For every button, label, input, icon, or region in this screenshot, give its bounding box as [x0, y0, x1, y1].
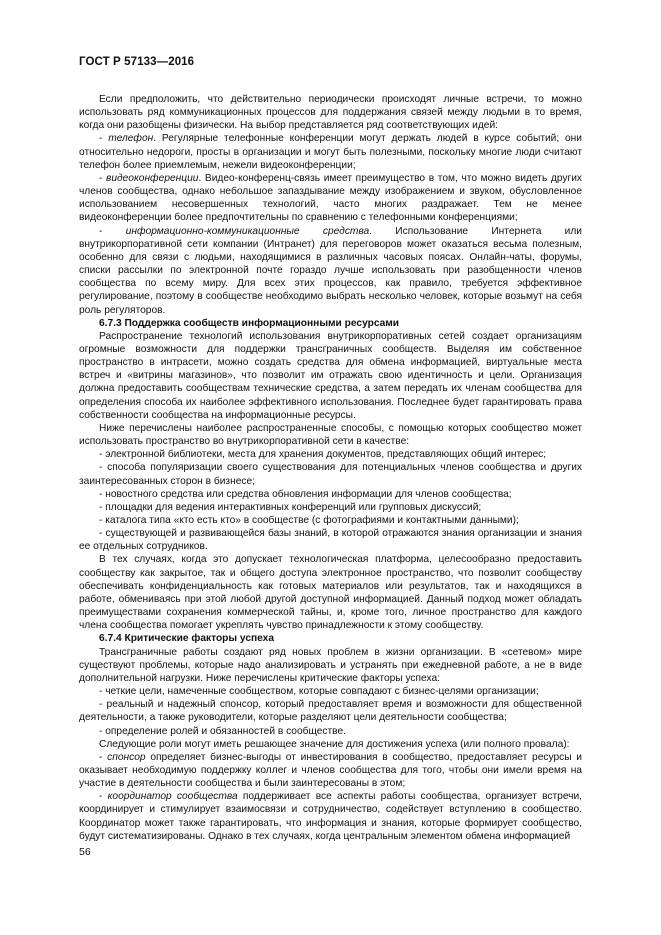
list-item-sponsor	[79, 751, 582, 790]
list-item-telephone	[79, 132, 582, 171]
term-coordinator: координатор сообщества	[107, 791, 238, 803]
term-telephone: телефон	[108, 133, 154, 145]
document-body	[79, 93, 582, 843]
list-item: - существующей и развивающейся базы знаний, в которой отражаются знания организации и знания ее отдельных сотрудников.	[79, 528, 582, 553]
paragraph: В тех случаях, когда это допускает технологическая платформа, целесообразно предоставить сообществу как закрытое, так и общего доступа электронное пространство, что позволит сообществу обеспечивать конфиденциальность как готовых материалов или результатов, так и находящихся в работе, обмениваясь при этой любой другой доступной информацией. Данный подход может обладать преимуществами сохранения коммерческой тайны, и, кроме того, личное пространство для каждого члена сообщества помогает укреплять чувство принадлежности к этому сообществу.	[79, 554, 582, 632]
page-number: 56	[79, 846, 91, 858]
list-dash: -	[99, 225, 126, 237]
list-dash: -	[99, 791, 108, 803]
term-ict: информационно-коммуникационные средства	[125, 225, 370, 237]
term-sponsor: спонсор	[107, 751, 146, 763]
section-heading-6-7-4: 6.7.4 Критические факторы успеха	[99, 633, 275, 645]
list-item-videoconference	[79, 172, 582, 225]
list-item-ict	[79, 225, 582, 317]
list-item-text: . Регулярные телефонные конференции могут держать людей в курсе событий; они относительно недороги, просты в организации и могут быть полезными, поскольку многие люди считают телефон более приемлемым, нежели видеоконференции;	[79, 133, 582, 171]
document-code: ГОСТ Р 57133—2016	[79, 56, 195, 68]
paragraph: Трансграничные работы создают ряд новых проблем в жизни организации. В «сетевом» мире существуют проблемы, которые надо анализировать и устранять при ежедневной работе, а не в виде дополнительной нагрузки. Ниже перечислены критические факторы успеха:	[79, 646, 582, 684]
paragraph: Если предположить, что действительно периодически происходят личные встречи, то можно использовать ряд коммуникационных процессов для поддержания связей между людьми в то время, когда они разобщены физически. На выбор представляется ряд соответствующих идей:	[79, 94, 582, 132]
list-item-coordinator	[79, 790, 582, 843]
list-item: - реальный и надежный спонсор, который предоставляет время и возможности для общественной деятельности, а также руководители, которые разделяют цели деятельности сообщества;	[79, 699, 582, 724]
paragraph: Распространение технологий использования внутрикорпоративных сетей создает организациям огромные возможности для поддержки трансграничных сообществ. Выделяя им собственное пространство в интрасети, можно создать средства для обмена информацией, виртуальные места встреч и «витрины магазинов», что позволит им отражать свою идентичность и цели. Организация должна предоставить сообществам технические средства, а затем передать их членам сообщества для определения способа их наиболее эффективного использования. Последнее будет гарантировать права собственности сообщества на информационные ресурсы.	[79, 330, 582, 421]
list-dash: -	[99, 133, 109, 145]
list-dash: -	[99, 751, 108, 763]
term-videoconference: видеоконференции	[106, 172, 199, 184]
list-item-text: . Видео-конференц-связь имеет преимущество в том, что можно видеть других членов сообщества, однако небольшое запаздывание между изображением и звуком, обусловленное использованием несовершенных технологий, часто многих раздражает. Тем не менее видеоконференции более предпочтительны по сравнению с телефонными конференциями;	[79, 172, 582, 224]
list-item: - каталога типа «кто есть кто» в сообществе (с фотографиями и контактными данными);	[99, 515, 519, 526]
paragraph: Следующие роли могут иметь решающее значение для достижения успеха (или полного провала):	[99, 738, 570, 750]
list-item: - определение ролей и обязанностей в сообществе.	[99, 725, 346, 737]
list-item: - электронной библиотеки, места для хранения документов, представляющих общий интерес;	[99, 449, 547, 461]
list-item: - четкие цели, намеченные сообществом, которые совпадают с бизнес-целями организации;	[99, 686, 539, 698]
paragraph: Ниже перечислены наиболее распространенные способы, с помощью которых сообщество может использовать пространство во внутрикорпоративной сети в качестве:	[79, 422, 582, 448]
list-item-text: определяет бизнес-выгоды от инвестирования в сообщество, предоставляет ресурсы и оказывает необходимую поддержку коллег и членов сообщества для того, чтобы они имели время на участие в деятельности сообщества и были заинтересованы в этом;	[79, 751, 582, 790]
list-item-text: поддерживает все аспекты работы сообщества, организует встречи, координирует и стимулирует взаимосвязи и сотрудничество, содействует вступлению в сообщество. Координатор может также гарантировать, что информация и знания, которые формирует сообщество, будут систематизированы. Однако в тех случаях, когда центральным элементом обмена информацией	[79, 791, 582, 842]
list-item: - новостного средства или средства обновления информации для членов сообщества;	[99, 488, 512, 500]
list-item-text: . Использование Интернета или внутрикорпоративной сети компании (Интранет) для переговоров может оказаться весьма полезным, особенно для связи с людьми, находящимися в различных часовых поясах. Онлайн-чаты, форумы, списки рассылки по электронной почте гораздо лучше использовать при разобщенности членов сообщества по всему миру. Для всех этих процессов, как правило, требуется эффективное регулирование, поэтому в сообществе необходимо выбрать несколько человек, которые возьмут на себя роль регуляторов.	[79, 225, 582, 316]
list-dash: -	[99, 172, 107, 184]
list-item: - способа популяризации своего существования для потенциальных членов сообщества и других заинтересованных сторон в бизнесе;	[79, 462, 582, 487]
list-item: - площадки для ведения интерактивных конференций или групповых дискуссий;	[99, 501, 482, 513]
section-heading-6-7-3: 6.7.3 Поддержка сообществ информационными ресурсами	[99, 317, 400, 329]
